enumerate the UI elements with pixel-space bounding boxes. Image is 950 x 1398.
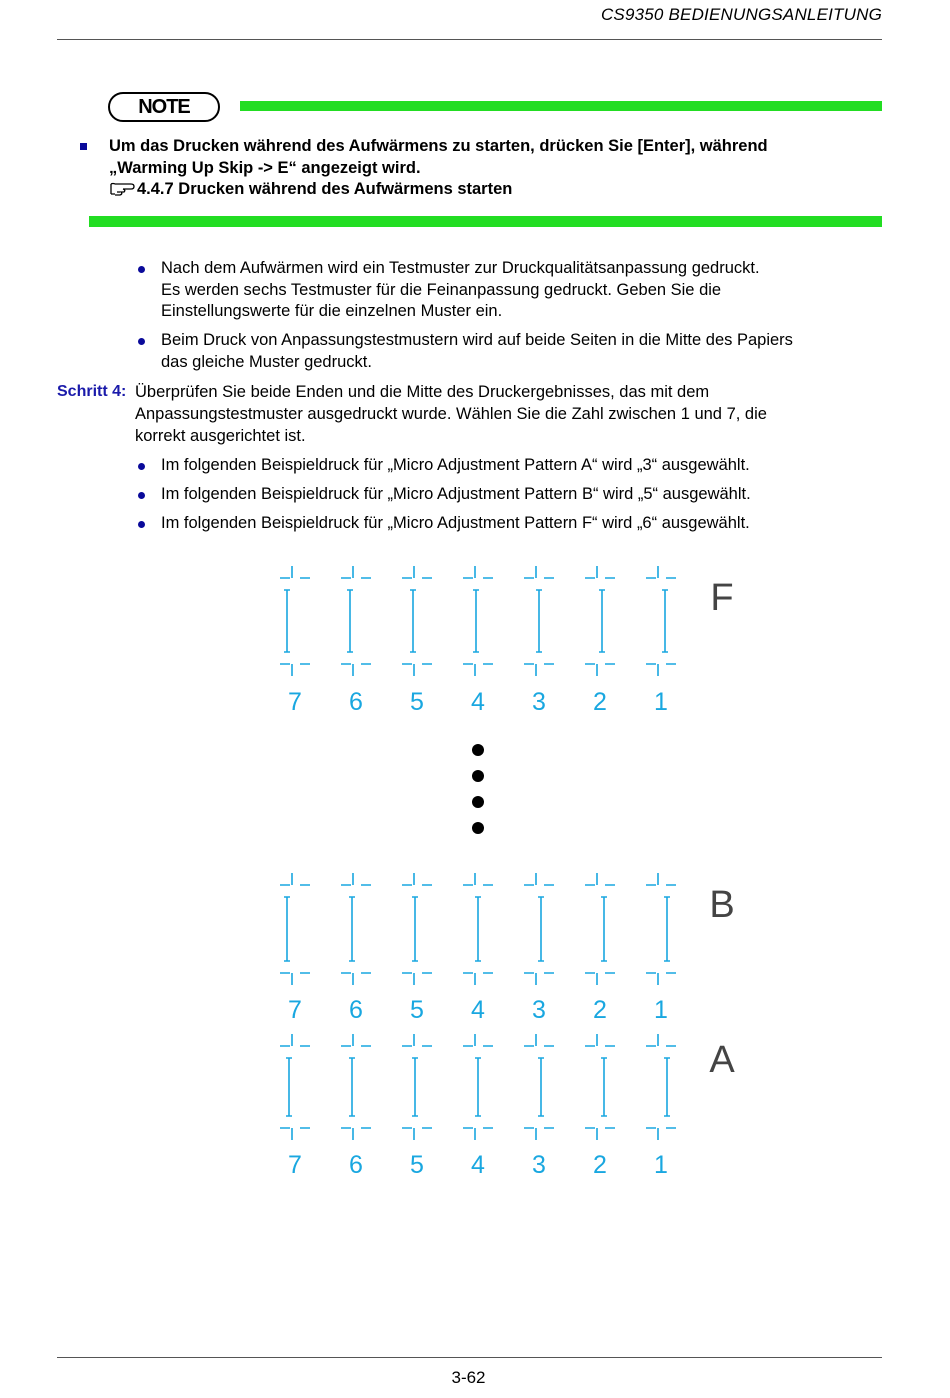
note-line-2: „Warming Up Skip -> E“ angezeigt wird.	[109, 158, 421, 177]
page-header-title: CS9350 BEDIENUNGSANLEITUNG	[600, 5, 882, 24]
pattern-A-number-2: 2	[593, 1151, 607, 1179]
pattern-F-mark-5	[402, 566, 432, 676]
intro-bullet-1-line-3: Einstellungswerte für die einzelnen Muster ein.	[161, 302, 503, 320]
pattern-letter-A: A	[709, 1039, 735, 1081]
intro-bullet-2-line-2: das gleiche Muster gedruckt.	[161, 352, 372, 371]
ellipsis-dot-1	[472, 744, 484, 756]
pattern-A-mark-1	[646, 1034, 676, 1140]
ellipsis-dot-2	[472, 770, 484, 782]
pattern-F-number-7: 7	[288, 688, 302, 716]
example-bullet-b: Im folgenden Beispieldruck für „Micro Adjustment Pattern B“ wird „5“ ausgewählt.	[161, 485, 751, 503]
pattern-F-number-6: 6	[349, 688, 363, 716]
pattern-B-mark-3	[524, 873, 554, 985]
page-number: 3-62	[451, 1368, 486, 1387]
pattern-A-number-4: 4	[471, 1151, 485, 1179]
pattern-A-mark-2	[585, 1034, 615, 1140]
pattern-A-mark-3	[524, 1034, 554, 1140]
pattern-A-mark-4	[463, 1034, 493, 1140]
pattern-F-mark-4	[463, 566, 493, 676]
pattern-B-mark-2	[585, 873, 615, 985]
pattern-B-mark-4	[463, 873, 493, 985]
pattern-B-number-7: 7	[288, 996, 302, 1024]
pattern-F-number-2: 2	[593, 688, 607, 716]
pattern-B-number-6: 6	[349, 996, 363, 1024]
footer-rule	[57, 1357, 882, 1358]
note-line-1: Um das Drucken während des Aufwärmens zu starten, drücken Sie [Enter], während	[109, 137, 768, 155]
pattern-B-number-4: 4	[471, 996, 485, 1024]
pattern-A-number-6: 6	[349, 1151, 363, 1179]
pattern-F-number-3: 3	[532, 688, 546, 716]
pattern-A-number-7: 7	[288, 1151, 302, 1179]
step-label: Schritt 4:	[57, 383, 127, 400]
pattern-A-mark-6	[341, 1034, 371, 1140]
pattern-A-number-5: 5	[410, 1151, 424, 1179]
pattern-A-number-3: 3	[532, 1151, 546, 1179]
pattern-letter-B: B	[709, 884, 735, 926]
step-line-1: Überprüfen Sie beide Enden und die Mitte des Druckergebnisses, das mit dem	[135, 383, 710, 401]
pattern-B-number-2: 2	[593, 996, 607, 1024]
pattern-A-number-1: 1	[654, 1151, 668, 1179]
ellipsis-dot-3	[472, 796, 484, 808]
pattern-F-mark-3	[524, 566, 554, 676]
pattern-F-number-1: 1	[654, 688, 668, 716]
pattern-B-number-5: 5	[410, 996, 424, 1024]
intro-bullet-1-line-1: Nach dem Aufwärmen wird ein Testmuster zur Druckqualitätsanpassung gedruckt.	[161, 259, 760, 277]
pattern-letter-F: F	[710, 577, 734, 619]
pattern-B-mark-7	[280, 873, 310, 985]
pattern-F-mark-2	[585, 566, 615, 676]
pattern-F-mark-1	[646, 566, 676, 676]
pattern-B-mark-5	[402, 873, 432, 985]
pattern-F-mark-7	[280, 566, 310, 676]
step-line-3: korrekt ausgerichtet ist.	[135, 427, 306, 445]
example-bullet-a: Im folgenden Beispieldruck für „Micro Adjustment Pattern A“ wird „3“ ausgewählt.	[161, 456, 750, 474]
pattern-F-number-5: 5	[410, 688, 424, 716]
note-reference-text[interactable]: 4.4.7 Drucken während des Aufwärmens starten	[137, 180, 513, 198]
ellipsis-dot-4	[472, 822, 484, 834]
example-bullet-f: Im folgenden Beispieldruck für „Micro Adjustment Pattern F“ wird „6“ ausgewählt.	[161, 514, 750, 532]
step-line-2: Anpassungstestmuster ausgedruckt wurde. Wählen Sie die Zahl zwischen 1 und 7, die	[135, 405, 767, 423]
pattern-B-number-1: 1	[654, 996, 668, 1024]
pattern-B-mark-6	[341, 873, 371, 985]
pattern-F-mark-6	[341, 566, 371, 676]
pattern-A-mark-7	[280, 1034, 310, 1140]
intro-bullet-1-line-2: Es werden sechs Testmuster für die Feinanpassung gedruckt. Geben Sie die	[161, 280, 722, 299]
pattern-F-number-4: 4	[471, 688, 485, 716]
pattern-A-mark-5	[402, 1034, 432, 1140]
intro-bullet-2-line-1: Beim Druck von Anpassungstestmustern wird auf beide Seiten in die Mitte des Papiers	[161, 331, 793, 349]
pattern-B-mark-1	[646, 873, 676, 985]
pattern-B-number-3: 3	[532, 996, 546, 1024]
note-badge: NOTE	[108, 92, 220, 122]
